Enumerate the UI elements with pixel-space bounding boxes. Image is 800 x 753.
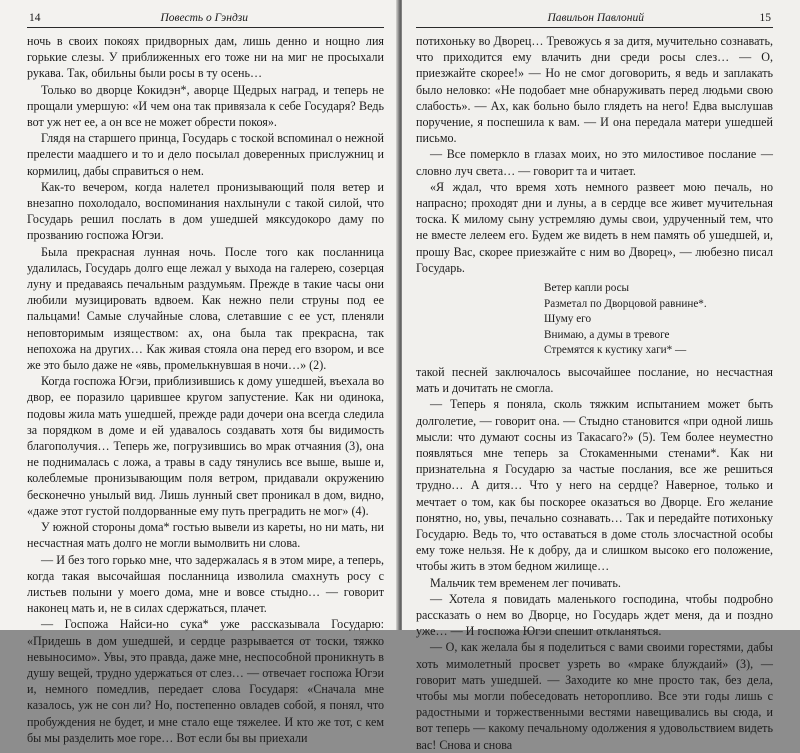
paragraph: Когда госпожа Югэи, приблизившись к дому ушедшей, въехала во двор, ее поразило царившее кругом запустение. Как ни одинока, подовы жила мать ушедшей, прежде ради дочери она всегда следила за порядком в доме и ей удавалось создавать хотя бы видимость благополучия… Теперь же, погрузившись во мрак отчаяния (3), она не поднималась с ложа, а травы в саду тянулись все выше, выше и, колеблемые пронизывающим поля ветром, придавали окружению бесконечно унылый вид. Лишь лунный свет проникал в дом, видно, «даже этот густой полдорванные ему путь преградить не мог» (4). <box>27 374 384 518</box>
right-page <box>402 0 800 752</box>
paragraph: Глядя на старшего принца, Государь с тоской вспоминал о нежной прелести маадшего и то и дело посылал доверенных прислужниц и кормилиц, дабы справиться о нем. <box>27 131 384 178</box>
right-running-head <box>416 12 773 28</box>
paragraph: такой песней заключалось высочайшее послание, но несчастная мать и дочитать не смогла. <box>416 365 773 396</box>
paragraph: потихоньку во Дворец… Тревожусь я за дитя, мучительно сознавать, что приходится ему влачить дни среди росы слез… — О, приезжайте скорее!» — Но не смог договорить, я ведь и заплакать было неловко: «Не подобает мне обнаруживать перед людьми свою слабость». — Ах, как больно было глядеть на него! Едва выслушав поручение, я поспешила к вам. — И она передала матери ушедшей письмо. <box>416 34 773 146</box>
paragraph: — Теперь я поняла, сколь тяжким испытанием может быть долголетие, — говорит она. — Стыдно становится «при одной лишь мысли: что думают сосны из Такасаго?» (5). Тем более неуместно появляться мне теперь за Стокаменными стенами*. Как ни признательна я Государю за частые послания, все же решиться трудно… А дитя… Что у него на сердце? Наверное, только и мечтает о том, как бы поскорее оказаться во Дворце. Его желание понятно, но, увы, печально сознавать… Так и передайте потихоньку Государю. Ведь то, что оставаться в доме столь злосчастной особы ему тоже нельзя. Не к добру, да и слишком высоко его положение, чтобы жить в этом бедном жилище… <box>416 397 773 574</box>
poem-line: Разметал по Дворцовой равнине*. <box>544 297 707 310</box>
left-running-title: Повесть о Гэндзи <box>160 12 248 24</box>
right-running-title: Павильон Павлоний <box>547 12 645 24</box>
paragraph: — Госпожа Найси-но сука* уже рассказывала Государю: «Придешь в дом ушедшей, и сердце разрывается от тоски, тяжко невыносимо». Увы, это правда, даже мне, неспособной проникнуть в душу вещей, трудно удержаться от слез… — отвечает госпожа Югэи и, немного помедлив, передает слова Государя: «Сначала мне казалось, уж не сон ли? Но, постепенно овладев собой, я понял, что пробуждения не будет, и мне стало еще тяжелее. И кто же тот, с кем бы мы разделить мое горе… Вот если бы вы приехали <box>27 617 384 745</box>
paragraph: — О, как желала бы я поделиться с вами своими горестями, дабы хоть мимолетный просвет узреть во «мраке блуждаий» (3), — говорит мать ушедшей. — Заходите ко мне просто так, без дела, чтобы мы могли побеседовать неторопливо. Все эти годы лишь с радостными и торжественными вестями навещивались вы сюда, и вот теперь — какому печальному одолжения я удовольствием видеть вас! Снова и снова <box>416 640 773 752</box>
paragraph: ночь в своих покоях придворных дам, лишь денно и нощно лия горькие слезы. У приближенных его тоже ни на миг не просыхали рукава. Так, обильны были росы в ту осень… <box>27 34 384 81</box>
paragraph: Как-то вечером, когда налетел пронизывающий поля ветер и внезапно похолодало, воспоминания нахлынули с такой силой, что Государь решил послать в дом ушедшей мяксудокоро даму по прозванию госпожа Югэи. <box>27 179 384 243</box>
left-page <box>0 0 398 745</box>
paragraph: Только во дворце Кокидэн*, аворце Щедрых наград, и теперь не прощали умершую: «И чем она так привязала к себе Государя? Ведь вот уж нет ее, а он все не может обрести покоя». <box>27 82 384 130</box>
paragraph: — Все померкло в глазах моих, но это милостивое послание — словно луч света… — говорит та и читает. <box>416 147 773 178</box>
paragraph: — Хотела я повидать маленького господина, чтобы подробно рассказать о нем во Дворце, но Государь ждет меня, да и поздно уже… — И госпожа Югэи спешит откланяться. <box>416 591 773 639</box>
right-page-number: 15 <box>759 12 771 24</box>
poem-line: Внимаю, а думы в тревоге <box>544 328 670 341</box>
paragraph: — И без того горько мне, что задержалась я в этом мире, а теперь, когда такая высочайшая посланница изволила смахнуть росу с листьев полыни у моего дома, мне и вовсе стыдно… — говорит наконец мать и, не в силах сдержаться, плачет. <box>27 552 384 616</box>
poem-line: Стремятся к кустику хаги* — <box>544 344 687 357</box>
poem <box>416 281 773 359</box>
poem-line: Ветер капли росы <box>544 282 630 295</box>
paragraph: Была прекрасная лунная ночь. После того как посланница удалилась, Государь долго еще лежал у выхода на галерею, созерцая луну и предаваясь печальным раздумьям. Прежде в такие часы они любили музицировать вдвоем. Как нежно пели струны под ее пальцами! Самые случайные слова, слетавшие с ее уст, пленяли неповторимым изяществом: ах, она была так прекрасна, так непохожа на других… Как живая стояла она перед его взором, и все же это было даже не «явь, промелькнувшая в ночи…» (2). <box>27 244 384 373</box>
paragraph: «Я ждал, что время хоть немного развеет мою печаль, но напрасно; проходят дни и луны, а в сердце все живет мучительная тоска. К милому сыну устремляю думы свои, удрученный тем, что не вместе лелеем его. Будем же видеть в нем память об ушедшей, и, прошу Вас, скорее приезжайте с ним во Дворец», — любезно писал Государь. <box>416 179 773 275</box>
right-page-body <box>416 33 773 753</box>
poem-line: Шуму его <box>544 313 592 326</box>
left-page-body <box>27 33 384 746</box>
left-running-head <box>27 12 384 28</box>
paragraph: У южной стороны дома* гостью вывели из кареты, но ни мать, ни несчастная мать долго не могли вымолвить ни слова. <box>27 520 384 551</box>
left-page-number: 14 <box>29 12 41 24</box>
paragraph: Мальчик тем временем лег почивать. <box>430 575 621 590</box>
